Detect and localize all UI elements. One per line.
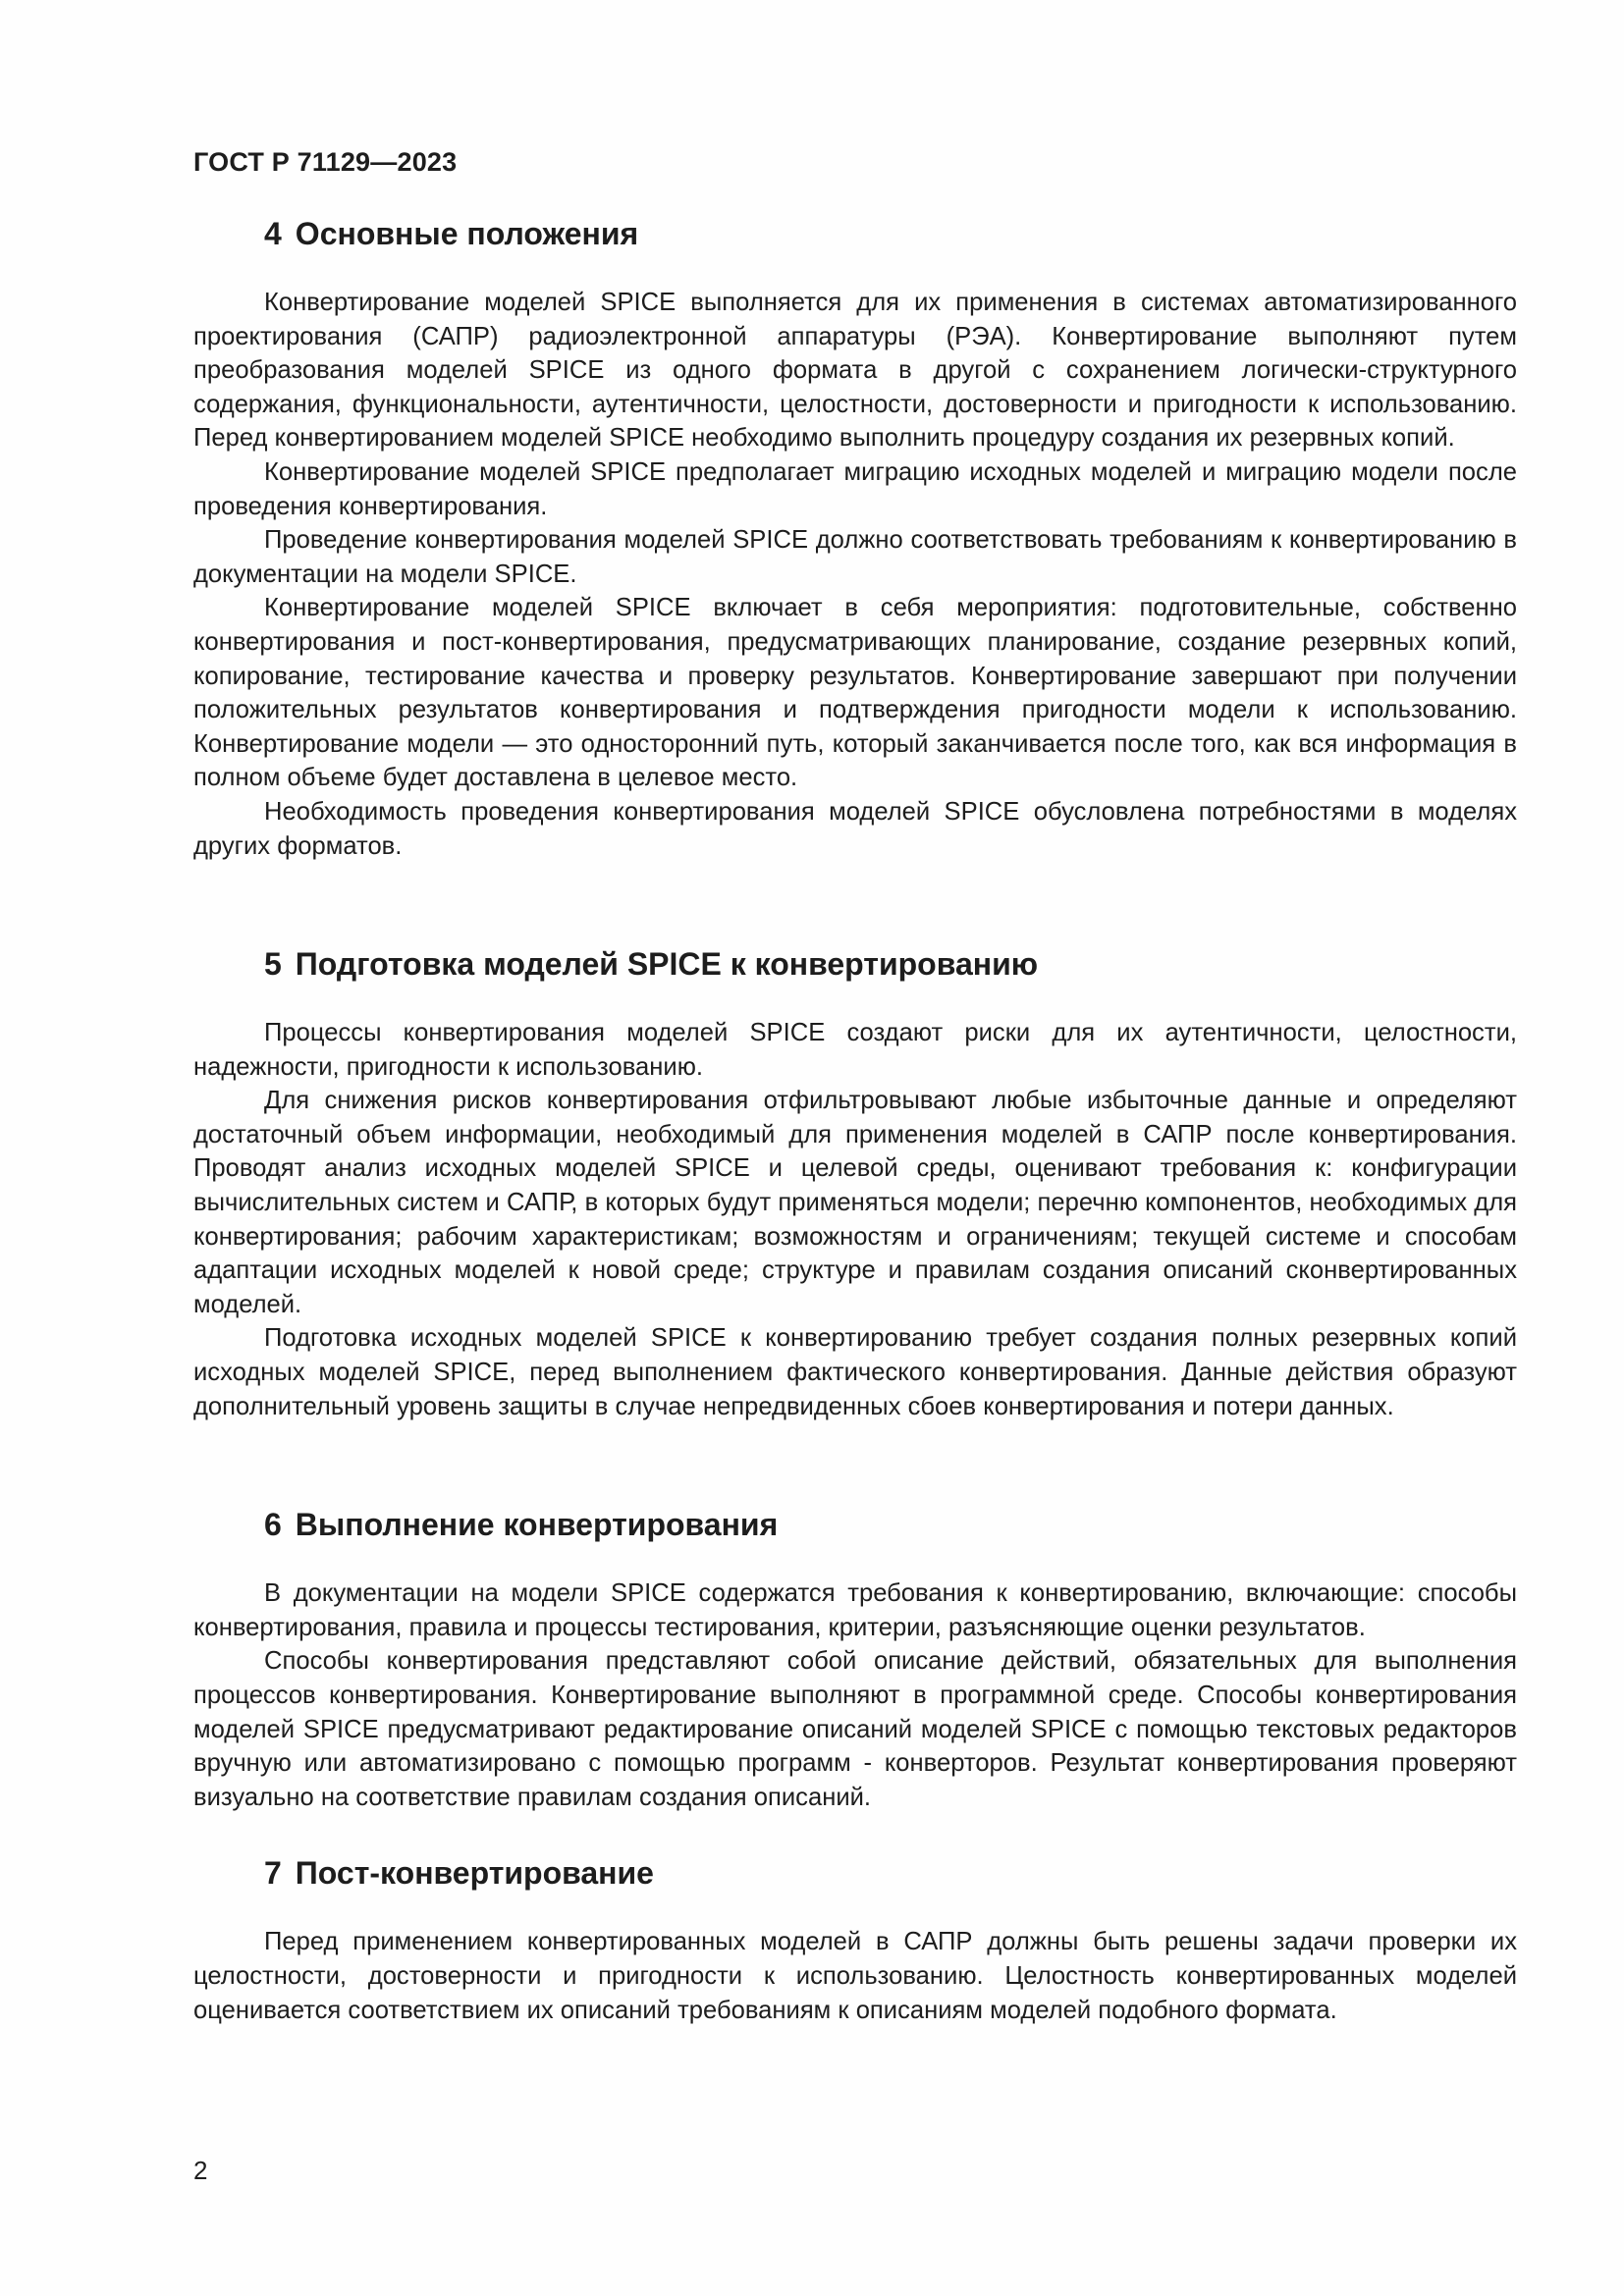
paragraph: Перед применением конвертированных моделей в САПР должны быть решены задачи проверки их целостности, достоверности и пригодности к использованию. Целостность конвертированных моделей оценивается соответствием их описаний требованиям к описаниям моделей подобного формата.	[193, 1928, 1517, 2024]
section-5	[193, 944, 1517, 1423]
section-7	[193, 1853, 1517, 2027]
paragraph: Проведение конвертирования моделей SPICE должно соответствовать требованиям к конвертированию в документации на модели SPICE.	[193, 526, 1517, 588]
section-heading: Основные положения	[295, 216, 639, 251]
page-number: 2	[193, 2156, 208, 2185]
paragraph: Для снижения рисков конвертирования отфильтровывают любые избыточные данные и определяют достаточный объем информации, необходимый для применения моделей в САПР после конвертирования. Проводят анализ исходных моделей SPICE и целевой среды, оценивают требования к: конфигурации вычислительных систем и САПР, в которых будут применяться модели; перечню компонентов, необходимых для конвертирования; рабочим характеристикам; возможностям и ограничениям; текущей системе и способам адаптации исходных моделей к новой среде; структуре и правилам создания описаний сконвертированных моделей.	[193, 1087, 1517, 1318]
paragraph: В документации на модели SPICE содержатся требования к конвертированию, включающие: способы конвертирования, правила и процессы тестирования, критерии, разъясняющие оценки результатов.	[193, 1579, 1517, 1641]
section-number: 4	[264, 216, 282, 251]
paragraph: Конвертирование моделей SPICE выполняется для их применения в системах автоматизированного проектирования (САПР) радиоэлектронной аппаратуры (РЭА). Конвертирование выполняют путем преобразования моделей SPICE из одного формата в другой с сохранением логически-структурного содержания, функциональности, аутентичности, целостности, достоверности и пригодности к использованию. Перед конвертированием моделей SPICE необходимо выполнить процедуру создания их резервных копий.	[193, 289, 1517, 453]
paragraph: Способы конвертирования представляют собой описание действий, обязательных для выполнения процессов конвертирования. Конвертирование выполняют в программной среде. Способы конвертирования моделей SPICE предусматривают редактирование описаний моделей SPICE с помощью текстовых редакторов вручную или автоматизировано с помощью программ - конверторов. Результат конвертирования проверяют визуально на соответствие правилам создания описаний.	[193, 1647, 1517, 1811]
section-number: 7	[264, 1855, 282, 1892]
section-title	[264, 1505, 1517, 1544]
section-spacer	[193, 1423, 1517, 1505]
section-4	[193, 214, 1517, 863]
section-number: 6	[264, 1507, 282, 1543]
section-title	[264, 1853, 1517, 1893]
standard-designation: ГОСТ Р 71129—2023	[193, 147, 458, 177]
section-heading: Подготовка моделей SPICE к конвертированию	[295, 946, 1039, 983]
section-heading: Пост-конвертирование	[295, 1855, 654, 1892]
section-heading: Выполнение конвертирования	[295, 1507, 779, 1543]
paragraph: Конвертирование моделей SPICE включает в себя мероприятия: подготовительные, собственно конвертирования и пост-конвертирования, предусматривающих планирование, создание резервных копий, копирование, тестирование качества и проверку результатов. Конвертирование завершают при получении положительных результатов конвертирования и подтверждения пригодности модели к использованию. Конвертирование модели — это односторонний путь, который заканчивается после того, как вся информация в полном объеме будет доставлена в целевое место.	[193, 594, 1517, 792]
section-spacer	[193, 1814, 1517, 1853]
document-body	[193, 214, 1517, 2027]
paragraph: Процессы конвертирования моделей SPICE создают риски для их аутентичности, целостности, надежности, пригодности к использованию.	[193, 1019, 1517, 1081]
section-6	[193, 1505, 1517, 1814]
section-title	[264, 944, 1517, 984]
paragraph: Подготовка исходных моделей SPICE к конвертированию требует создания полных резервных копий исходных моделей SPICE, перед выполнением фактического конвертирования. Данные действия образуют дополнительный уровень защиты в случае непредвиденных сбоев конвертирования и потери данных.	[193, 1324, 1517, 1420]
section-number: 5	[264, 946, 282, 983]
section-title	[264, 214, 1517, 253]
section-spacer	[193, 863, 1517, 944]
paragraph: Необходимость проведения конвертирования моделей SPICE обусловлена потребностями в моделях других форматов.	[193, 797, 1517, 860]
paragraph: Конвертирование моделей SPICE предполагает миграцию исходных моделей и миграцию модели после проведения конвертирования.	[193, 457, 1517, 520]
